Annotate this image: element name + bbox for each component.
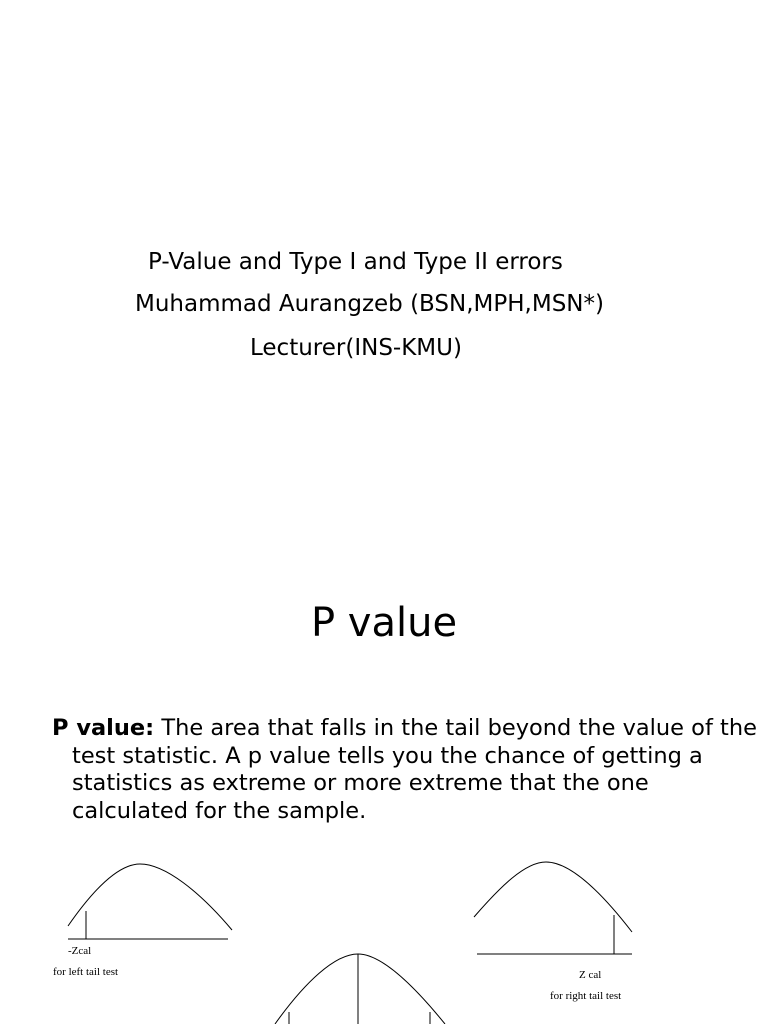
- two-tail-curve: [275, 954, 445, 1024]
- p-value-slide: [0, 512, 768, 1024]
- tail-test-diagrams: [0, 512, 768, 1024]
- presenter-position: Lecturer(INS-KMU): [250, 335, 462, 361]
- presenter-name: Muhammad Aurangzeb (BSN,MPH,MSN*): [135, 291, 604, 317]
- left-tail-value-label: -Zcal: [68, 945, 92, 957]
- slide-heading: P value: [310, 600, 458, 646]
- right-tail-caption: for right tail test: [550, 990, 622, 1002]
- right-tail-curve: [474, 862, 632, 1002]
- presentation-title: P-Value and Type I and Type II errors: [148, 249, 563, 275]
- definition-term: P value:: [52, 715, 155, 741]
- left-tail-caption: for left tail test: [53, 966, 119, 978]
- right-tail-value-label: Z cal: [579, 969, 602, 981]
- left-tail-curve: [53, 864, 232, 978]
- definition-text: The area that falls in the tail beyond the value of the test statistic. A p value tells you the chance of getting a statistics as extreme or more extreme that the one calculated for the sample.: [72, 715, 757, 824]
